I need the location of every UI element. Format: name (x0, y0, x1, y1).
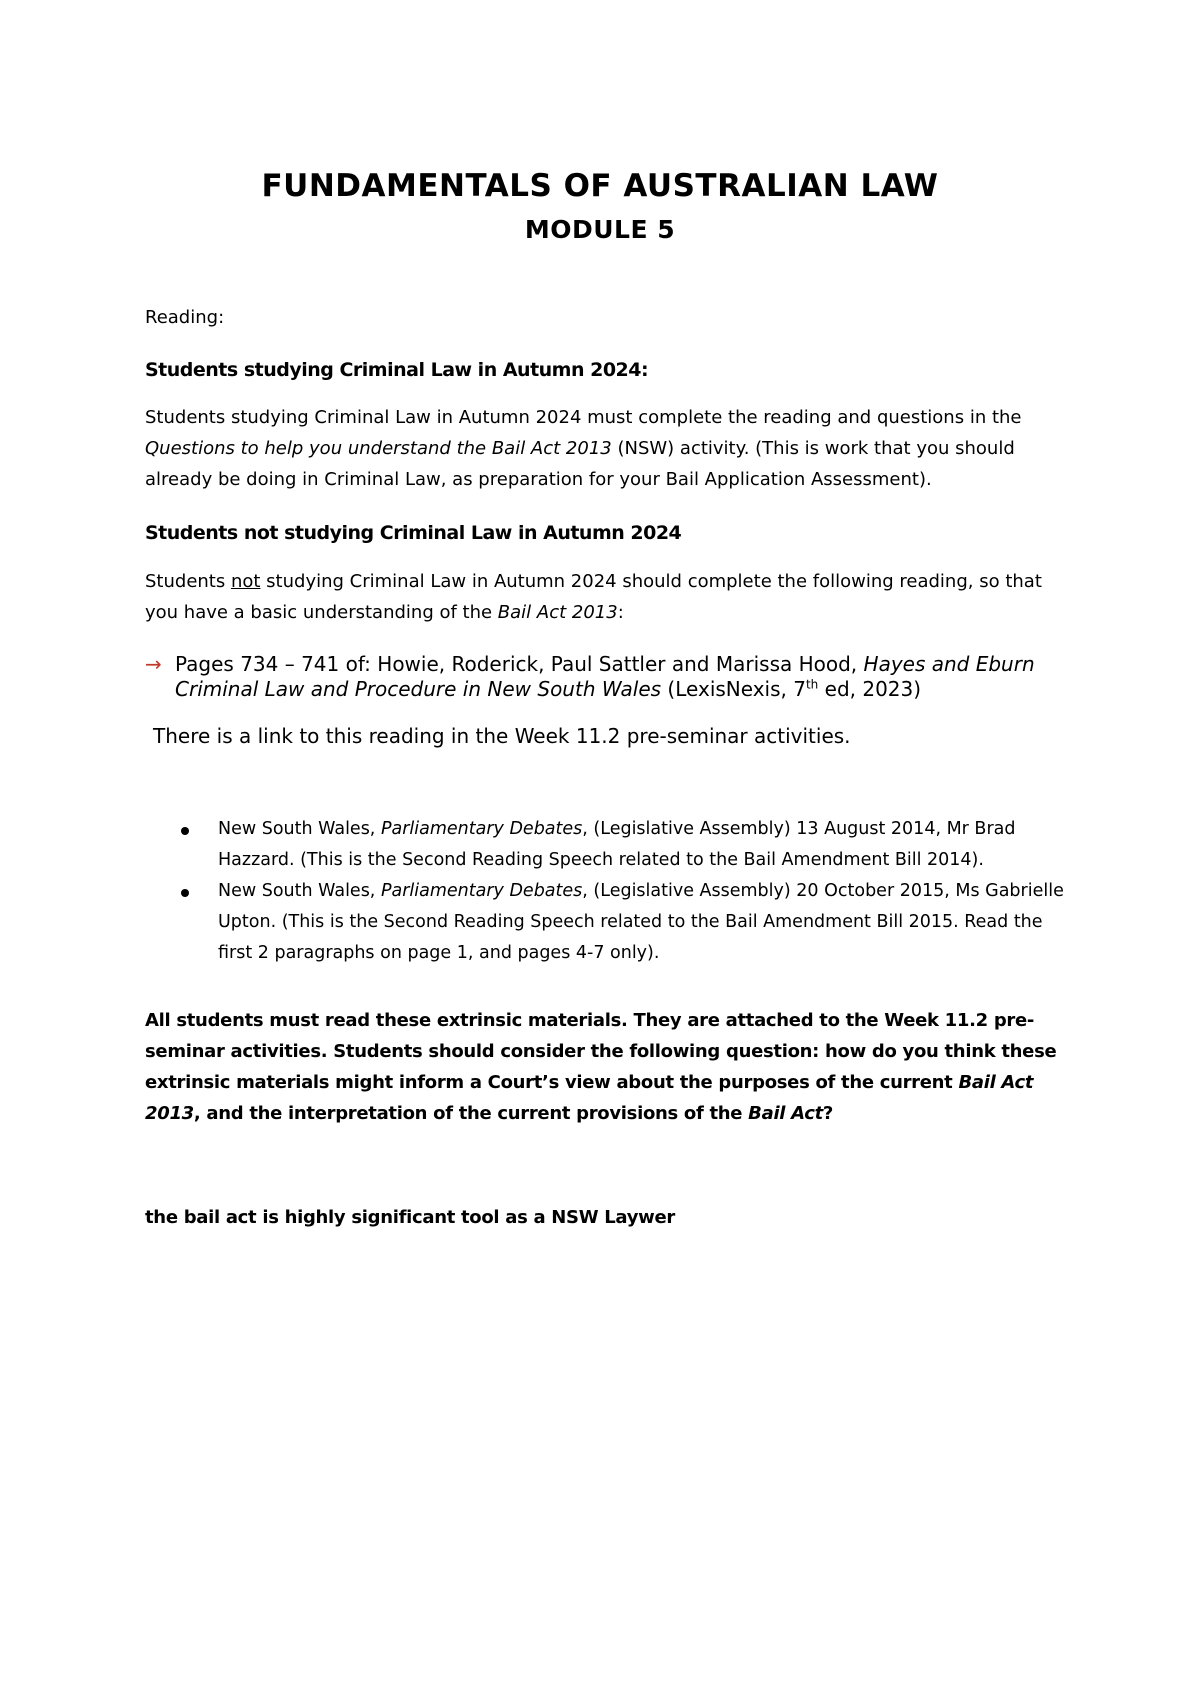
final-note: the bail act is highly significant tool as a NSW Laywer (145, 1207, 675, 1228)
text-run: ed, 2023) (818, 677, 922, 701)
closing-instructions (145, 1005, 1065, 1129)
bullet-icon (181, 827, 189, 835)
reading-reference-text (145, 652, 1065, 702)
text-run: All students must read these extrinsic materials. They are attached to the Week 11.2 pre-seminar activities. Students should consider the following question: how do you think these extrinsic materials might inform a Court’s view about the purposes of the current (145, 1010, 1057, 1093)
extrinsic-materials-list (145, 814, 1065, 969)
publication-title: Parliamentary Debates (380, 819, 583, 839)
publication-title: Parliamentary Debates (380, 881, 583, 901)
activity-title: Questions to help you understand the Bail Act 2013 (145, 438, 612, 459)
text-run: , (Legislative Assembly) 20 October 2015, Ms Gabrielle Upton. (This is the Second Reading Speech related to the Bail Amendment Bill 2015. Read the first 2 paragraphs on page 1, and pages 4-7 only). (218, 881, 1064, 963)
text-run: , (Legislative Assembly) 13 August 2014, Mr Brad Hazzard. (This is the Second Reading Speech related to the Bail Amendment Bill 2014). (218, 819, 1016, 870)
section-paragraph-criminal-law-students (145, 402, 1065, 495)
arrow-right-icon: → (145, 652, 162, 676)
section-heading-criminal-law-students: Students studying Criminal Law in Autumn 2024: (145, 359, 649, 381)
section-paragraph-non-criminal-law-students (145, 566, 1065, 628)
reading-link-note: There is a link to this reading in the Week 11.2 pre-seminar activities. (153, 724, 851, 748)
section-heading-non-criminal-law-students: Students not studying Criminal Law in Autumn 2024 (145, 522, 682, 544)
text-run: ? (822, 1103, 834, 1124)
reading-reference-item (145, 652, 1065, 702)
text-run: (LexisNexis, 7 (661, 677, 806, 701)
text-run: Pages 734 – 741 of: Howie, Roderick, Paul Sattler and Marissa Hood, (175, 652, 864, 676)
text-run: studying Criminal Law in Autumn 2024 should complete the following reading, so that you have a basic understanding of the (145, 571, 1042, 623)
act-title: Bail Act (748, 1103, 823, 1124)
superscript: th (805, 677, 819, 692)
act-title: Bail Act 2013 (497, 602, 618, 623)
text-run: Students studying Criminal Law in Autumn 2024 must complete the reading and questions in the (145, 407, 1022, 428)
reading-label: Reading: (145, 307, 225, 328)
list-item (145, 876, 1065, 969)
emphasis-not: not (230, 571, 261, 592)
document-title: FUNDAMENTALS OF AUSTRALIAN LAW (261, 168, 939, 204)
text-run: New South Wales, (218, 819, 381, 839)
text-run: Students (145, 571, 231, 592)
text-run: : (617, 602, 624, 623)
text-run: , and the interpretation of the current provisions of the (193, 1103, 749, 1124)
list-item (145, 814, 1065, 876)
book-title: Hayes and Eburn Criminal Law and Procedure in New South Wales (175, 652, 1035, 701)
text-run: New South Wales, (218, 881, 381, 901)
document-subtitle: MODULE 5 (524, 215, 676, 244)
bullet-icon (181, 889, 189, 897)
act-title: Bail Act 2013 (145, 1072, 1034, 1124)
text-run: (NSW) activity. (This is work that you should already be doing in Criminal Law, as preparation for your Bail Application Assessment). (145, 438, 1015, 490)
